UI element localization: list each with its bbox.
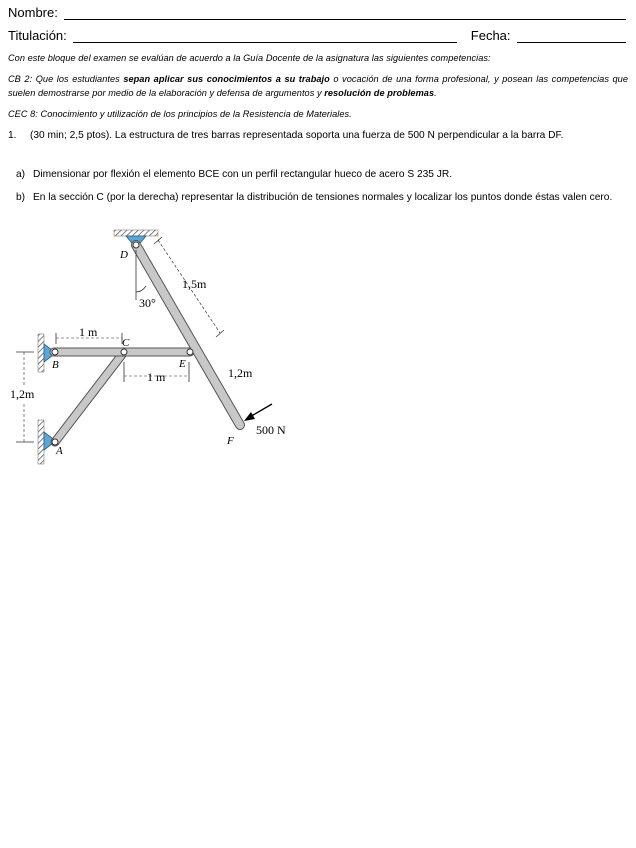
titulacion-row — [8, 28, 626, 43]
dim-ef-label: 1,2m — [228, 366, 253, 380]
point-label-d: D — [120, 249, 128, 261]
subquestion-a-label: a) — [16, 169, 26, 180]
structure-figure — [0, 222, 320, 467]
dim-ce-label: 1 m — [147, 370, 166, 384]
cb2-paragraph — [8, 72, 628, 100]
question-1-text: (30 min; 2,5 ptos). La estructura de tres barras representada soporta una fuerza de 500 N perpendicular a la barra DF. — [30, 130, 564, 141]
pin-c — [121, 349, 127, 355]
dim-ab-label: 1,2m — [10, 387, 35, 401]
cb2-text-3: . — [434, 88, 437, 98]
pin-d — [133, 242, 139, 248]
pin-e — [187, 349, 193, 355]
subquestion-b-label: b) — [16, 192, 26, 203]
fecha-label: Fecha: — [470, 28, 511, 43]
titulacion-field[interactable] — [73, 28, 457, 43]
point-label-f: F — [227, 435, 234, 447]
titulacion-label: Titulación: — [8, 28, 67, 43]
angle-label: 30° — [139, 296, 156, 310]
point-label-c: C — [122, 337, 130, 349]
subquestion-a-text: Dimensionar por flexión el elemento BCE con un perfil rectangular hueco de acero S 235 JR. — [33, 169, 453, 180]
bar-ac — [55, 352, 124, 442]
force-label: 500 N — [256, 423, 286, 437]
cb2-bold-1: sepan aplicar sus conocimientos a su trabajo — [123, 74, 330, 84]
point-label-b: B — [52, 359, 59, 371]
cb2-text-2: o vocación de una forma profesional, y posean las competencias que suelen demostrarse por medio de la elaboración y defensa de argumentos y — [8, 74, 628, 98]
subquestion-b-text: En la sección C (por la derecha) representar la distribución de tensiones normales y localizar los puntos donde éstas valen cero. — [33, 192, 613, 203]
point-label-e: E — [179, 358, 186, 370]
bar-df — [136, 245, 240, 425]
question-1 — [8, 128, 628, 143]
subquestion-b — [16, 190, 628, 205]
cb2-bold-2: resolución de problemas — [324, 88, 435, 98]
cec8-paragraph: CEC 8: Conocimiento y utilización de los principios de la Resistencia de Materiales. — [8, 109, 352, 119]
force-arrow — [244, 404, 272, 421]
point-label-a: A — [56, 445, 63, 457]
fecha-field[interactable] — [517, 28, 626, 43]
dim-bc-label: 1 m — [79, 325, 98, 339]
subquestion-a — [16, 167, 628, 182]
dim-de-label: 1,5m — [182, 277, 207, 291]
nombre-row — [8, 5, 626, 20]
nombre-field[interactable] — [64, 5, 626, 20]
cb2-text-1: CB 2: Que los estudiantes — [8, 74, 124, 84]
pin-b — [52, 349, 58, 355]
intro-paragraph: Con este bloque del examen se evalúan de acuerdo a la Guía Docente de la asignatura las siguientes competencias: — [8, 53, 491, 63]
question-1-number: 1. — [8, 130, 17, 141]
nombre-label: Nombre: — [8, 5, 58, 20]
